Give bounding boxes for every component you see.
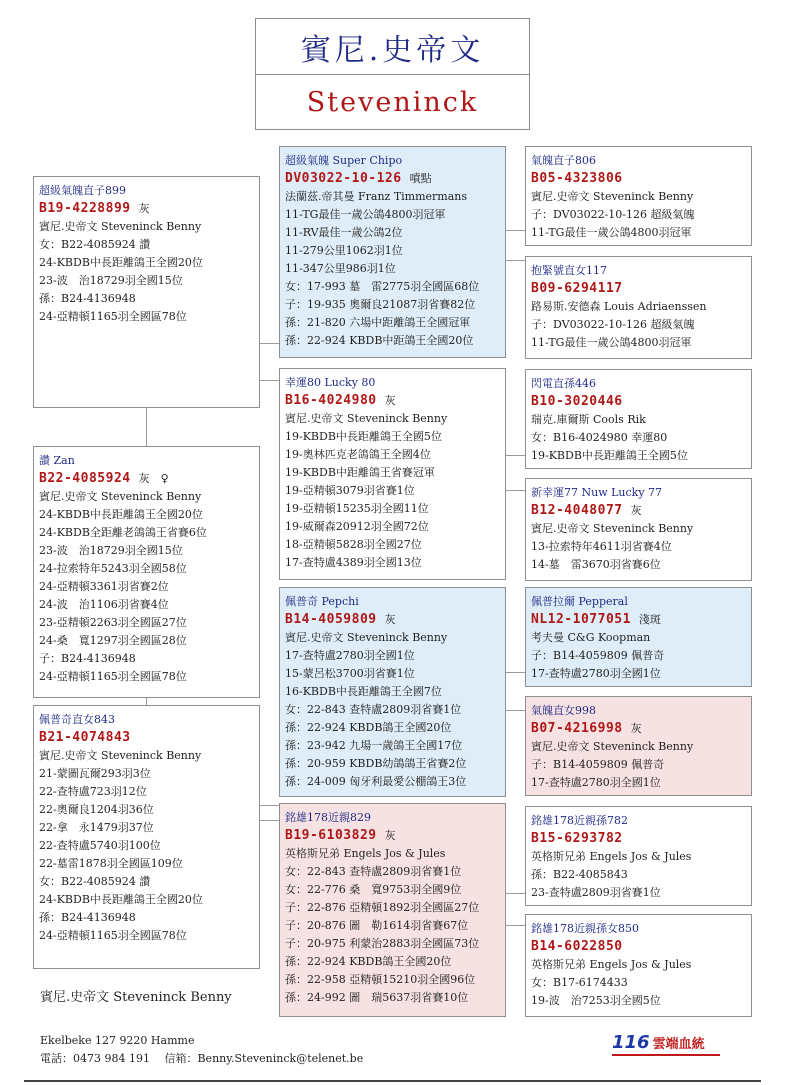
connector-line — [506, 925, 525, 926]
ring-number: NL12-1077051 — [531, 612, 631, 627]
achievement-line: 賓尼.史帝文 Steveninck Benny — [531, 522, 694, 535]
ring-row — [285, 611, 505, 629]
ring-number: B22-4085924 — [39, 471, 131, 486]
achievement-line: 24-亞精頓1165羽全國區78位 — [39, 929, 187, 942]
achievement-line: 孫：22-924 KBDB中距鴿王全國20位 — [285, 334, 474, 347]
bottom-rule — [24, 1080, 761, 1082]
achievement-line: 女：22-843 查特盧2809羽省賽1位 — [285, 703, 462, 716]
connector-line — [506, 893, 525, 894]
achievement-line: 子：20-975 利蒙治2883羽全國區73位 — [285, 937, 480, 950]
achievement-line: 賓尼.史帝文 Steveninck Benny — [531, 190, 694, 203]
achievement-line: 考夫曼 C&G Koopman — [531, 631, 651, 644]
achievement-line: 女：17-993 墓 雷2775羽全國區68位 — [285, 280, 480, 293]
achievement-line: 19-亞精頓3079羽省賽1位 — [285, 484, 415, 497]
bird-name: 佩普拉爾 Pepperal — [531, 595, 628, 608]
connector-line — [146, 698, 147, 705]
brand-logo — [612, 1032, 705, 1053]
achievement-line: 賓尼.史帝文 Steveninck Benny — [39, 220, 202, 233]
achievement-line: 賓尼.史帝文 Steveninck Benny — [285, 412, 448, 425]
breeder-name-chinese: 賓尼.史帝文 — [256, 19, 529, 75]
achievement-line: 11-347公里986羽1位 — [285, 262, 396, 275]
achievement-line: 24-桑 寬1297羽全國區28位 — [39, 634, 187, 647]
achievement-line: 22-拿 永1479羽37位 — [39, 821, 154, 834]
ring-row — [531, 611, 751, 629]
achievement-line: 孫：23-942 九場一歲鴿王全國17位 — [285, 739, 463, 752]
ring-row — [285, 827, 505, 845]
achievement-line: 子：DV03022-10-126 超級氣魄 — [531, 318, 695, 331]
color-sex: 灰 ♀ — [138, 472, 169, 485]
achievement-line: 24-KBDB中長距離鴿王全國20位 — [39, 508, 203, 521]
achievement-line: 23-波 治18729羽全國15位 — [39, 544, 183, 557]
achievement-line: 孫：24-009 匈牙利最愛公棚鴿王3位 — [285, 775, 467, 788]
achievement-line: 賓尼.史帝文 Steveninck Benny — [285, 631, 448, 644]
ring-number: B09-6294117 — [531, 281, 623, 296]
achievement-line: 女：B22-4085924 讚 — [39, 238, 151, 251]
bird-name: 佩普奇 Pepchi — [285, 595, 359, 608]
achievement-line: 子：22-876 亞精頓1892羽全國區27位 — [285, 901, 480, 914]
achievement-line: 11-279公里1062羽1位 — [285, 244, 403, 257]
breeder-name-english: Steveninck — [306, 87, 479, 118]
pedigree-card — [525, 256, 752, 359]
achievement-line: 22-奧爾良1204羽36位 — [39, 803, 154, 816]
achievement-line: 孫：B24-4136948 — [39, 292, 136, 305]
achievement-line: 19-奧林匹克老鴿鴿王全國4位 — [285, 448, 431, 461]
pedigree-card — [525, 146, 752, 246]
achievement-line: 孫：22-958 亞精頓15210羽全國96位 — [285, 973, 476, 986]
ring-row — [285, 170, 505, 188]
achievement-line: 孫：B22-4085843 — [531, 868, 628, 881]
achievement-line: 女：22-776 桑 寬9753羽全國9位 — [285, 883, 462, 896]
achievement-line: 女：B17-6174433 — [531, 976, 628, 989]
bird-name: 超級氣魄 Super Chipo — [285, 154, 403, 167]
color-sex: 灰 — [630, 722, 642, 735]
bird-name: 佩普奇直女843 — [39, 713, 115, 726]
achievement-line: 23-查特盧2809羽省賽1位 — [531, 886, 661, 899]
ring-number: B21-4074843 — [39, 730, 131, 745]
ring-row — [531, 280, 751, 298]
achievement-line: 22-查特盧5740羽100位 — [39, 839, 161, 852]
achievement-line: 23-亞精頓2263羽全國區27位 — [39, 616, 187, 629]
achievement-line: 11-TG最佳一歲公鴿4800羽冠軍 — [531, 226, 692, 239]
achievement-line: 子：DV03022-10-126 超級氣魄 — [531, 208, 695, 221]
achievement-line: 11-RV最佳一歲公鴿2位 — [285, 226, 403, 239]
bird-name: 銘雄178近親孫女850 — [531, 922, 639, 935]
achievement-line: 19-KBDB中距離鴿王省賽冠軍 — [285, 466, 435, 479]
achievement-line: 24-亞精頓3361羽省賽2位 — [39, 580, 169, 593]
connector-line — [146, 408, 147, 446]
achievement-line: 瑞克.庫爾斯 Cools Rik — [531, 413, 646, 426]
achievement-line: 孫：B24-4136948 — [39, 911, 136, 924]
ring-row — [285, 392, 505, 410]
ring-number: B15-6293782 — [531, 831, 623, 846]
ring-row — [531, 393, 751, 411]
ring-number: B19-4228899 — [39, 201, 131, 216]
pedigree-card — [279, 146, 506, 358]
ring-row — [39, 729, 259, 747]
achievement-line: 19-亞精頓15235羽全國11位 — [285, 502, 429, 515]
color-sex: 淺斑 — [638, 613, 661, 626]
achievement-line: 孫：24-992 圖 瑞5637羽省賽10位 — [285, 991, 469, 1004]
connector-line — [506, 490, 525, 491]
achievement-line: 24-KBDB中長距離鴿王全國20位 — [39, 893, 203, 906]
pedigree-card — [33, 176, 260, 408]
ring-row — [531, 502, 751, 520]
bird-name: 銘雄178近親孫782 — [531, 814, 628, 827]
footer-contact-block — [40, 1032, 363, 1068]
achievement-line: 孫：22-924 KBDB鴿王全國20位 — [285, 721, 452, 734]
achievement-line: 子：B14-4059809 佩普奇 — [531, 649, 665, 662]
achievement-line: 22-查特盧723羽12位 — [39, 785, 147, 798]
pedigree-card — [525, 806, 752, 906]
bird-name: 幸運80 Lucky 80 — [285, 376, 376, 389]
achievement-line: 19-KBDB中長距離鴿王全國5位 — [285, 430, 442, 443]
achievement-line: 法蘭茲.帝其曼 Franz Timmermans — [285, 190, 468, 203]
bird-name: 氣魄直子806 — [531, 154, 596, 167]
ring-row — [531, 720, 751, 738]
achievement-line: 19-波 治7253羽全國5位 — [531, 994, 661, 1007]
pedigree-card — [525, 696, 752, 796]
footer-phone-email: 電話：0473 984 191 信箱：Benny.Steveninck@telenet.be — [40, 1052, 364, 1065]
color-sex: 灰 — [384, 394, 396, 407]
pedigree-card — [279, 803, 506, 1017]
ring-row — [531, 938, 751, 956]
pedigree-card — [33, 705, 260, 969]
achievement-line: 14-墓 雷3670羽省賽6位 — [531, 558, 661, 571]
achievement-line: 18-亞精頓5828羽全國27位 — [285, 538, 422, 551]
ring-number: B05-4323806 — [531, 171, 623, 186]
achievement-line: 21-蒙圖瓦爾293羽3位 — [39, 767, 151, 780]
pedigree-card — [525, 587, 752, 687]
achievement-line: 英格斯兄弟 Engels Jos & Jules — [285, 847, 446, 860]
ring-number: B16-4024980 — [285, 393, 377, 408]
achievement-line: 賓尼.史帝文 Steveninck Benny — [39, 490, 202, 503]
bird-name: 新幸運77 Nuw Lucky 77 — [531, 486, 663, 499]
achievement-line: 孫：21-820 六場中距離鴿王全國冠軍 — [285, 316, 471, 329]
achievement-line: 子：B14-4059809 佩普奇 — [531, 758, 665, 771]
achievement-line: 17-查特盧4389羽全國13位 — [285, 556, 422, 569]
achievement-line: 賓尼.史帝文 Steveninck Benny — [531, 740, 694, 753]
achievement-line: 子：B24-4136948 — [39, 652, 136, 665]
achievement-line: 女：B22-4085924 讚 — [39, 875, 151, 888]
footer-address: Ekelbeke 127 9220 Hamme — [40, 1034, 195, 1047]
ring-number: B14-4059809 — [285, 612, 377, 627]
achievement-line: 17-查特盧2780羽全國1位 — [531, 667, 661, 680]
connector-line — [506, 672, 525, 673]
achievement-line: 24-波 治1106羽省賽4位 — [39, 598, 169, 611]
connector-line — [260, 805, 279, 806]
color-sex: 灰 — [384, 613, 396, 626]
ring-number: DV03022-10-126 — [285, 171, 402, 186]
pedigree-card — [525, 478, 752, 581]
bird-name: 抱緊號直女117 — [531, 264, 607, 277]
achievement-line: 19-威爾森20912羽全國72位 — [285, 520, 429, 533]
bird-name: 超級氣魄直子899 — [39, 184, 126, 197]
connector-line — [260, 820, 279, 821]
ring-number: B14-6022850 — [531, 939, 623, 954]
pedigree-card — [279, 587, 506, 797]
ring-number: B10-3020446 — [531, 394, 623, 409]
logo-text: 雲端血統 — [652, 1037, 705, 1052]
achievement-line: 24-KBDB全距離老鴿鴿王省賽6位 — [39, 526, 207, 539]
connector-line — [506, 710, 525, 711]
achievement-line: 15-蒙呂松3700羽省賽1位 — [285, 667, 415, 680]
achievement-line: 13-拉索特年4611羽省賽4位 — [531, 540, 672, 553]
achievement-line: 24-亞精頓1165羽全國區78位 — [39, 310, 187, 323]
bird-name: 銘雄178近親829 — [285, 811, 371, 824]
achievement-line: 24-拉索特年5243羽全國58位 — [39, 562, 187, 575]
achievement-line: 路易斯.安德森 Louis Adriaenssen — [531, 300, 707, 313]
color-sex: 灰 — [138, 202, 150, 215]
achievement-line: 17-查特盧2780羽全國1位 — [531, 776, 661, 789]
color-sex: 噴點 — [409, 172, 432, 185]
bird-name: 閃電直孫446 — [531, 377, 596, 390]
ring-row — [39, 470, 259, 488]
achievement-line: 24-亞精頓1165羽全國區78位 — [39, 670, 187, 683]
achievement-line: 17-查特盧2780羽全國1位 — [285, 649, 415, 662]
logo-underline — [612, 1054, 720, 1056]
pedigree-card — [279, 368, 506, 580]
ring-number: B12-4048077 — [531, 503, 623, 518]
achievement-line: 女：22-843 查特盧2809羽省賽1位 — [285, 865, 462, 878]
ring-row — [531, 170, 751, 188]
achievement-line: 子：20-876 圖 勒1614羽省賽67位 — [285, 919, 469, 932]
color-sex: 灰 — [384, 829, 396, 842]
achievement-line: 16-KBDB中長距離鴿王全國7位 — [285, 685, 442, 698]
connector-line — [260, 343, 279, 344]
connector-line — [506, 260, 525, 261]
ring-number: B19-6103829 — [285, 828, 377, 843]
achievement-line: 22-墓雷1878羽全國區109位 — [39, 857, 183, 870]
pedigree-card — [33, 446, 260, 698]
achievement-line: 英格斯兄弟 Engels Jos & Jules — [531, 850, 692, 863]
pedigree-card — [525, 369, 752, 469]
footer-breeder-name: 賓尼.史帝文 Steveninck Benny — [40, 990, 232, 1005]
color-sex: 灰 — [630, 504, 642, 517]
achievement-line: 孫：22-924 KBDB鴿王全國20位 — [285, 955, 452, 968]
achievement-line: 19-KBDB中長距離鴿王全國5位 — [531, 449, 688, 462]
achievement-line: 23-波 治18729羽全國15位 — [39, 274, 183, 287]
achievement-line: 24-KBDB中長距離鴿王全國20位 — [39, 256, 203, 269]
achievement-line: 英格斯兄弟 Engels Jos & Jules — [531, 958, 692, 971]
ring-row — [531, 830, 751, 848]
bird-name: 讚 Zan — [39, 454, 75, 467]
achievement-line: 11-TG最佳一歲公鴿4800羽冠軍 — [285, 208, 446, 221]
pedigree-card — [525, 914, 752, 1017]
achievement-line: 賓尼.史帝文 Steveninck Benny — [39, 749, 202, 762]
ring-row — [39, 200, 259, 218]
bird-name: 氣魄直女998 — [531, 704, 596, 717]
achievement-line: 11-TG最佳一歲公鴿4800羽冠軍 — [531, 336, 692, 349]
connector-line — [506, 455, 525, 456]
achievement-line: 孫：20-959 KBDB幼鴿鴿王省賽2位 — [285, 757, 467, 770]
ring-number: B07-4216998 — [531, 721, 623, 736]
connector-line — [260, 380, 279, 381]
achievement-line: 女：B16-4024980 幸運80 — [531, 431, 668, 444]
connector-line — [506, 230, 525, 231]
logo-number: 116 — [612, 1032, 650, 1053]
pedigree-title-box — [255, 18, 530, 130]
achievement-line: 子：19-935 奧爾良21087羽省賽82位 — [285, 298, 476, 311]
